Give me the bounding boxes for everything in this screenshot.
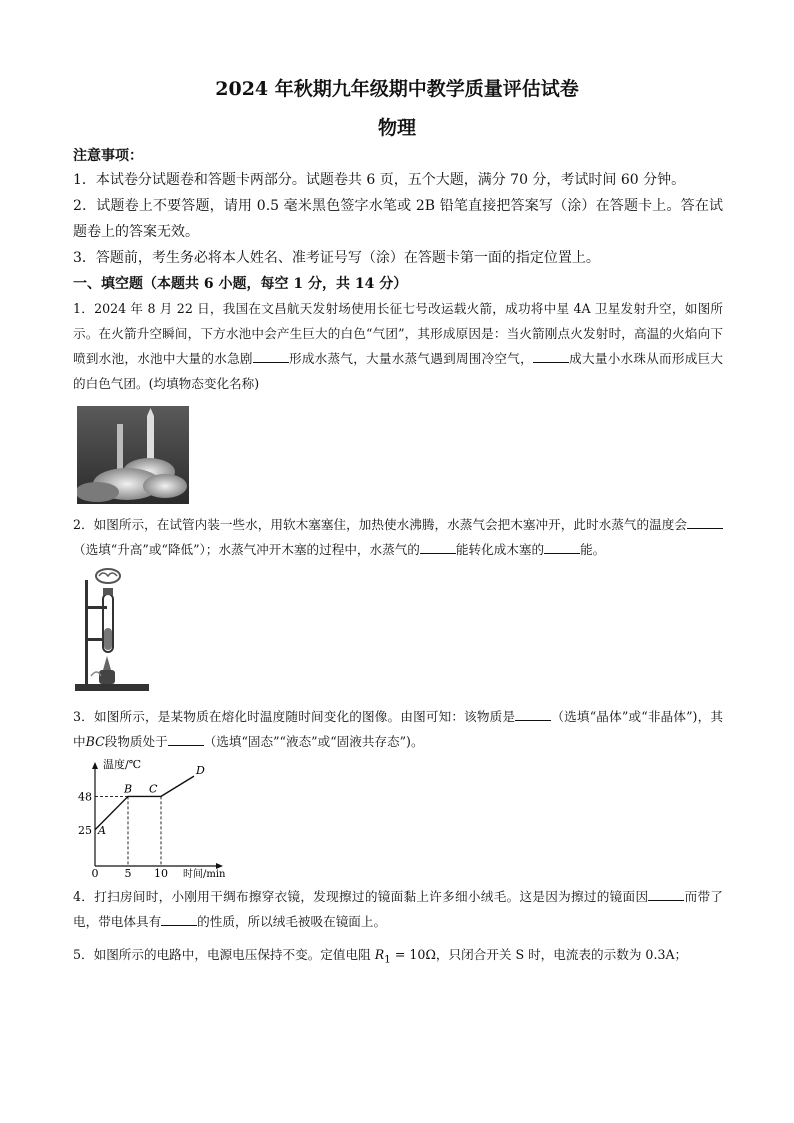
y-tick-label: 48 [78,790,92,804]
question-1 [73,296,723,396]
resistor-symbol: R [374,947,385,962]
answer-blank[interactable] [533,348,569,363]
q4-text: 的性质，所以绒毛被吸在镜面上。 [197,914,387,929]
q3-text: 段物质处于 [104,734,168,749]
notice-item: 1．本试卷分试题卷和答题卡两部分。试题卷共 6 页，五个大题，满分 70 分，考试时间 60 分钟。 [73,172,686,188]
resistor-value: = 10Ω [390,947,436,962]
melting-temperature-graph [75,758,225,878]
y-axis-arrow [92,762,98,769]
point-label-d: D [196,764,205,778]
x-axis-label: 时间/min [183,869,225,878]
q4-text: 4．打扫房间时，小刚用干绸布擦穿衣镜，发现擦过的镜面黏上许多细小绒毛。这是因为擦过的镜面因 [73,889,649,904]
q2-text: 2．如图所示，在试管内装一些水，用软木塞塞住，加热使水沸腾，水蒸气会把木塞冲开，此时水蒸气的温度会 [73,517,687,532]
q4-text: 而带了电，带电体具有 [73,889,724,929]
q2-text: （选填“升高”或“降低”）；水蒸气冲开木塞的过程中，水蒸气的 [73,542,420,557]
answer-blank[interactable] [420,539,456,554]
answer-blank[interactable] [687,514,723,529]
q3-text: （选填“晶体”或“非晶体”)，其中 [73,709,723,749]
answer-blank[interactable] [253,348,289,363]
q2-text: 能。 [580,542,606,557]
answer-blank[interactable] [161,911,197,926]
answer-blank[interactable] [515,706,551,721]
answer-blank[interactable] [544,539,580,554]
answer-blank[interactable] [648,886,684,901]
q2-text: 能转化成木塞的 [455,542,545,557]
point-label-a: A [98,823,106,837]
segment-label: BC [85,734,105,749]
answer-blank[interactable] [168,731,204,746]
exam-body [73,145,723,973]
x-tick-label: 0 [91,867,99,878]
q3-text: （选填“固态”“液态”或“固液共存态”)。 [203,734,424,749]
q3-text: 3．如图所示，是某物质在熔化时温度随时间变化的图像。由图可知：该物质是 [73,709,516,724]
question-2 [73,512,723,562]
x-tick-label: 5 [124,867,132,878]
point-label-b: B [124,782,133,796]
section-heading: 一、填空题（本题共 6 小题，每空 1 分，共 14 分） [73,276,408,292]
resistor-subscript: 1 [384,953,391,966]
y-axis-label: 温度/℃ [103,758,142,771]
subject-title: 物理 [377,117,416,139]
y-tick-label: 25 [78,823,92,837]
rocket-launch-photo [77,406,189,504]
temperature-line [95,776,194,830]
exam-title: 2024 年秋期九年级期中教学质量评估试卷 [215,78,579,100]
notice-item: 3．答题前，考生务必将本人姓名、准考证号写（涂）在答题卡第一面的指定位置上。 [73,250,600,266]
q1-text: 成大量小水珠从而形成巨大的白色气团。(均填物态变化名称) [73,351,724,391]
notice-item: 2．试题卷上不要答题，请用 0.5 毫米黑色签字水笔或 2B 铅笔直接把答案写（涂）在答题卡上。答在试题卷上的答案无效。 [73,198,723,240]
question-5 [73,942,723,973]
q1-text: 1．2024 年 8 月 22 日，我国在文昌航天发射场使用长征七号改运载火箭，成功将中星 4A 卫星发射升空，如图所示。在火箭升空瞬间，下方水池中会产生巨大的白色“气团”，其形成原因是：当火箭刚点火发射时，高温的火焰向下喷到水池，水池中大量的水急剧 [73,301,723,366]
q1-text: 形成水蒸气，大量水蒸气遇到周围冷空气， [288,351,533,366]
q5-text: ，只闭合开关 S 时，电流表的示数为 0.3A； [435,947,688,962]
point-label-c: C [149,782,158,796]
q5-text: 5．如图所示的电路中，电源电压保持不变。定值电阻 [73,947,371,962]
question-4 [73,884,723,934]
notice-heading: 注意事项： [73,148,143,164]
test-tube-apparatus-illustration [73,566,151,694]
question-3 [73,704,723,754]
x-tick-label: 10 [154,867,168,878]
